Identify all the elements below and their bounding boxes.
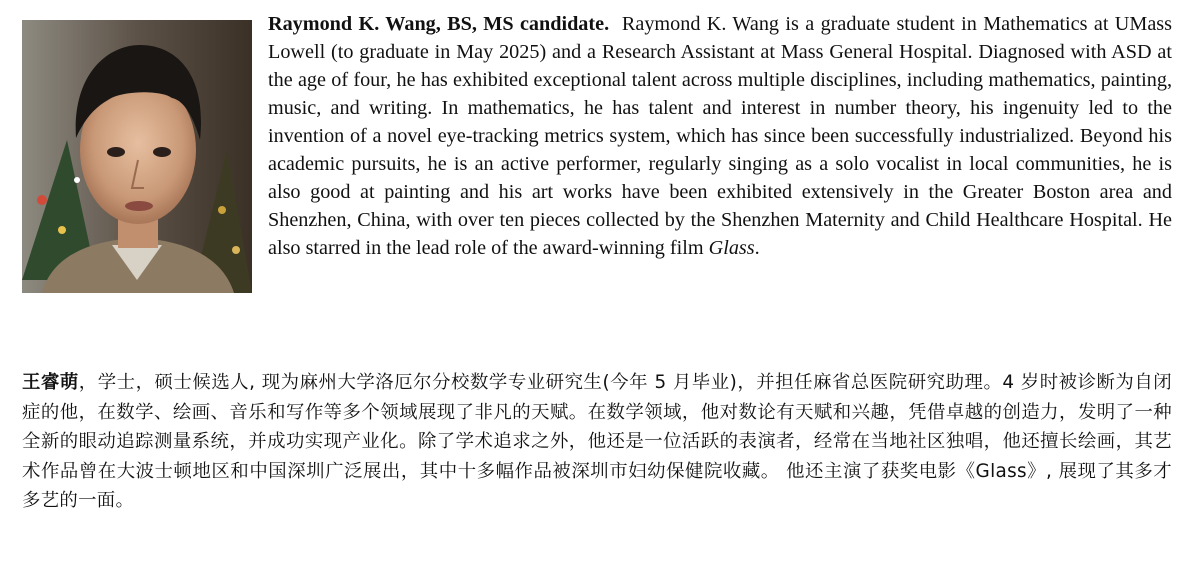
bio-text-zh: ，学士，硕士候选人, 现为麻州大学洛厄尔分校数学专业研究生(今年 5 月毕业)，并担任麻省总医院研究助理。4 岁时被诊断为自闭症的他，在数学、绘画、音乐和写作等多个领域展现了非凡的天赋。在数学领域，他对数论有天赋和兴趣，凭借卓越的创造力，发明了一种全新的眼动追踪测量系统，并成功实现产业化。除了学术追求之外，他还是一位活跃的表演者，经常在当地社区独唱，他还擅长绘画，其艺术作品曾在大波士顿地区和中国深圳广泛展出，其中十多幅作品被深圳市妇幼保健院收藏。 他还主演了获奖电影《Glass》, 展现了其多才多艺的一面。: [22, 372, 1172, 511]
bio-name-en: Raymond K. Wang, BS, MS candidate.: [268, 13, 610, 35]
film-title-en: Glass: [708, 237, 755, 259]
bio-name-zh: 王睿萌: [22, 372, 79, 393]
photo-wrap-spacer: [22, 10, 268, 290]
bio-text-en: Raymond K. Wang is a graduate student in Mathematics at UMass Lowell (to graduate in May 2025) and a Research Assistant at Mass General Hospital. Diagnosed with ASD at the age of four, he has exhibited exceptional talent across multiple disciplines, including mathematics, painting, music, and writing. In mathematics, he has talent and interest in number theory, his ingenuity led to the invention of a novel eye-tracking metrics system, which has since been successfully industrialized. Beyond his academic pursuits, he is an active performer, regularly singing as a solo vocalist in local communities, he is also good at painting and his art works have been exhibited extensively in the Greater Boston area and Shenzhen, China, with over ten pieces collected by the Shenzhen Maternity and Child Healthcare Hospital. He also starred in the lead role of the award-winning film: [268, 13, 1173, 259]
chinese-bio: [22, 368, 1172, 516]
english-bio: [22, 10, 1172, 290]
bio-ending-en: .: [754, 237, 760, 259]
